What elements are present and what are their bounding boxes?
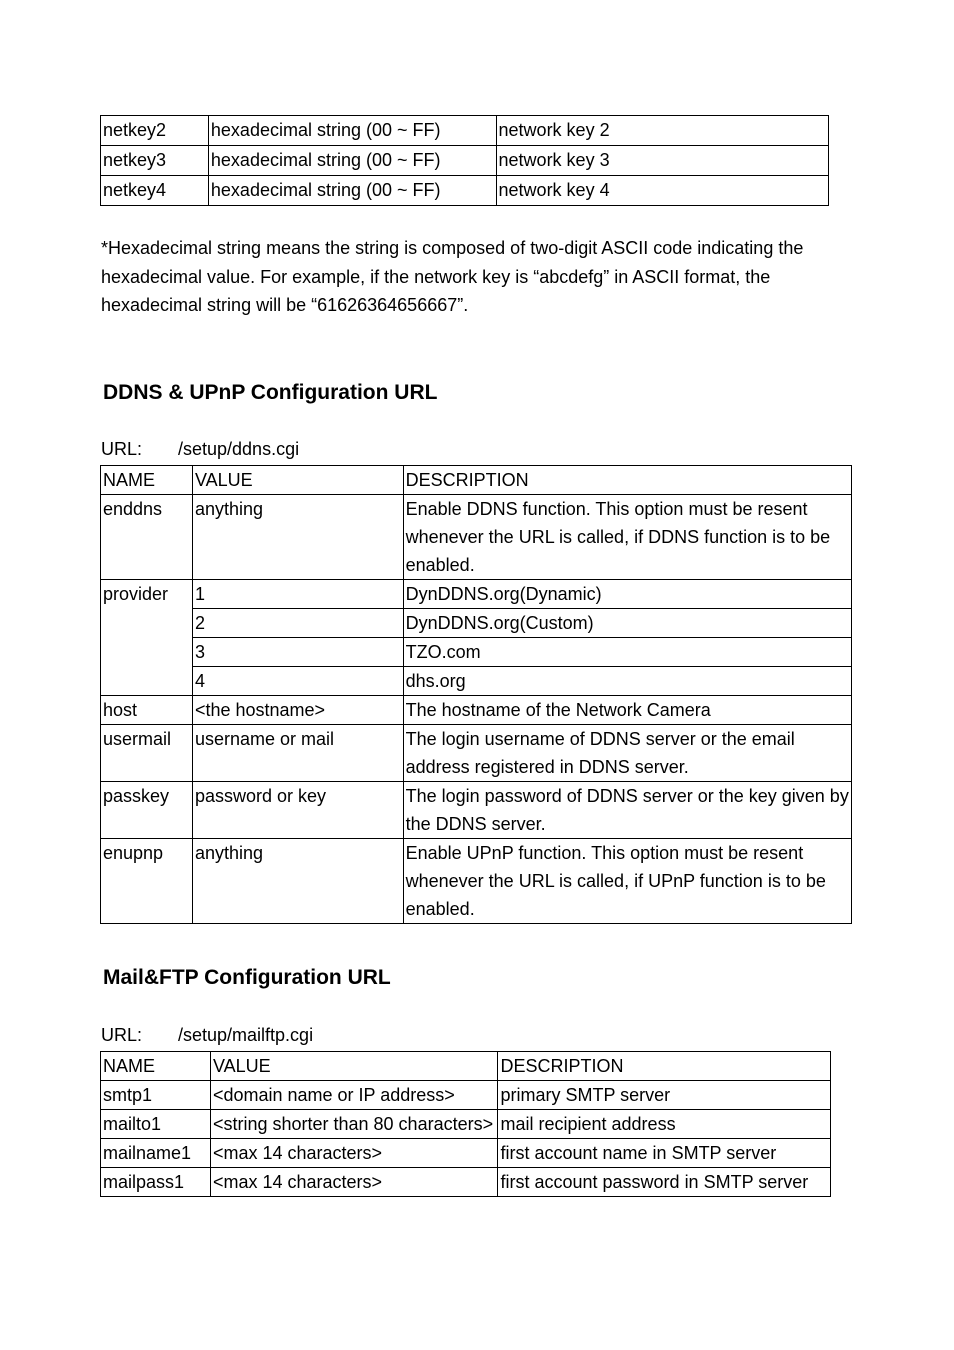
table-cell: hexadecimal string (00 ~ FF) <box>208 146 496 176</box>
table-row <box>101 580 852 609</box>
url-label: URL: <box>101 1025 143 1045</box>
table-cell: network key 2 <box>496 116 828 146</box>
table-cell: 2 <box>192 609 403 638</box>
table-cell: netkey2 <box>101 116 209 146</box>
table-cell: passkey <box>101 782 193 839</box>
table-row <box>101 667 852 696</box>
table-cell: password or key <box>192 782 403 839</box>
table-cell: first account name in SMTP server <box>498 1139 831 1168</box>
table-row <box>101 782 852 839</box>
table-cell: The login password of DDNS server or the key given by the DDNS server. <box>403 782 851 839</box>
table-row <box>101 146 829 176</box>
table-cell: primary SMTP server <box>498 1081 831 1110</box>
column-header-description: DESCRIPTION <box>498 1052 831 1081</box>
table-cell: Enable UPnP function. This option must be resent whenever the URL is called, if UPnP function is to be enabled. <box>403 839 851 924</box>
table-cell: provider <box>101 580 193 696</box>
table-cell: The hostname of the Network Camera <box>403 696 851 725</box>
table-cell: DynDDNS.org(Custom) <box>403 609 851 638</box>
table-cell: usermail <box>101 725 193 782</box>
hex-note-paragraph: *Hexadecimal string means the string is composed of two-digit ASCII code indicating the hexadecimal value. For example, if the network key is “abcdefg” in ASCII format, the hexadecimal string will be “61626364656667”. <box>101 238 804 315</box>
table-cell: mailto1 <box>101 1110 211 1139</box>
table-cell: anything <box>192 839 403 924</box>
table-row <box>101 839 852 924</box>
table-cell: DynDDNS.org(Dynamic) <box>403 580 851 609</box>
mailftp-table <box>100 1051 831 1197</box>
table-cell: dhs.org <box>403 667 851 696</box>
table-row <box>101 725 852 782</box>
table-cell: 3 <box>192 638 403 667</box>
table-row <box>101 116 829 146</box>
table-cell: anything <box>192 495 403 580</box>
column-header-value: VALUE <box>192 466 403 495</box>
table-cell: mailname1 <box>101 1139 211 1168</box>
column-header-value: VALUE <box>210 1052 498 1081</box>
table-cell: first account password in SMTP server <box>498 1168 831 1197</box>
ddns-url-line <box>101 439 299 460</box>
column-header-description: DESCRIPTION <box>403 466 851 495</box>
table-cell: 1 <box>192 580 403 609</box>
column-header-name: NAME <box>101 466 193 495</box>
table-header-row <box>101 1052 831 1081</box>
mailftp-url-line <box>101 1025 313 1046</box>
table-cell: enupnp <box>101 839 193 924</box>
table-cell: <string shorter than 80 characters> <box>210 1110 498 1139</box>
table-row <box>101 495 852 580</box>
table-cell: Enable DDNS function. This option must be resent whenever the URL is called, if DDNS function is to be enabled. <box>403 495 851 580</box>
table-cell: mailpass1 <box>101 1168 211 1197</box>
table-row <box>101 176 829 206</box>
table-row <box>101 1081 831 1110</box>
url-label: URL: <box>101 439 143 459</box>
table-cell: The login username of DDNS server or the email address registered in DDNS server. <box>403 725 851 782</box>
ddns-table <box>100 465 852 924</box>
table-cell: username or mail <box>192 725 403 782</box>
mailftp-url: /setup/mailftp.cgi <box>178 1025 314 1045</box>
table-cell: <max 14 characters> <box>210 1139 498 1168</box>
table-cell: host <box>101 696 193 725</box>
column-header-name: NAME <box>101 1052 211 1081</box>
table-cell: mail recipient address <box>498 1110 831 1139</box>
table-cell: netkey4 <box>101 176 209 206</box>
table-cell: network key 4 <box>496 176 828 206</box>
table-row <box>101 638 852 667</box>
table-cell: netkey3 <box>101 146 209 176</box>
table-row <box>101 1110 831 1139</box>
table-row <box>101 609 852 638</box>
table-cell: TZO.com <box>403 638 851 667</box>
ddns-url: /setup/ddns.cgi <box>178 439 300 459</box>
ddns-heading: DDNS & UPnP Configuration URL <box>103 381 438 404</box>
table-row <box>101 1168 831 1197</box>
table-row <box>101 1139 831 1168</box>
mailftp-heading: Mail&FTP Configuration URL <box>103 966 391 989</box>
table-cell: smtp1 <box>101 1081 211 1110</box>
table-cell: hexadecimal string (00 ~ FF) <box>208 116 496 146</box>
table-cell: <the hostname> <box>192 696 403 725</box>
table-header-row <box>101 466 852 495</box>
table-cell: enddns <box>101 495 193 580</box>
table-cell: hexadecimal string (00 ~ FF) <box>208 176 496 206</box>
table-cell: <max 14 characters> <box>210 1168 498 1197</box>
table-cell: <domain name or IP address> <box>210 1081 498 1110</box>
table-cell: network key 3 <box>496 146 828 176</box>
table-row <box>101 696 852 725</box>
table-cell: 4 <box>192 667 403 696</box>
netkey-table <box>100 115 829 206</box>
